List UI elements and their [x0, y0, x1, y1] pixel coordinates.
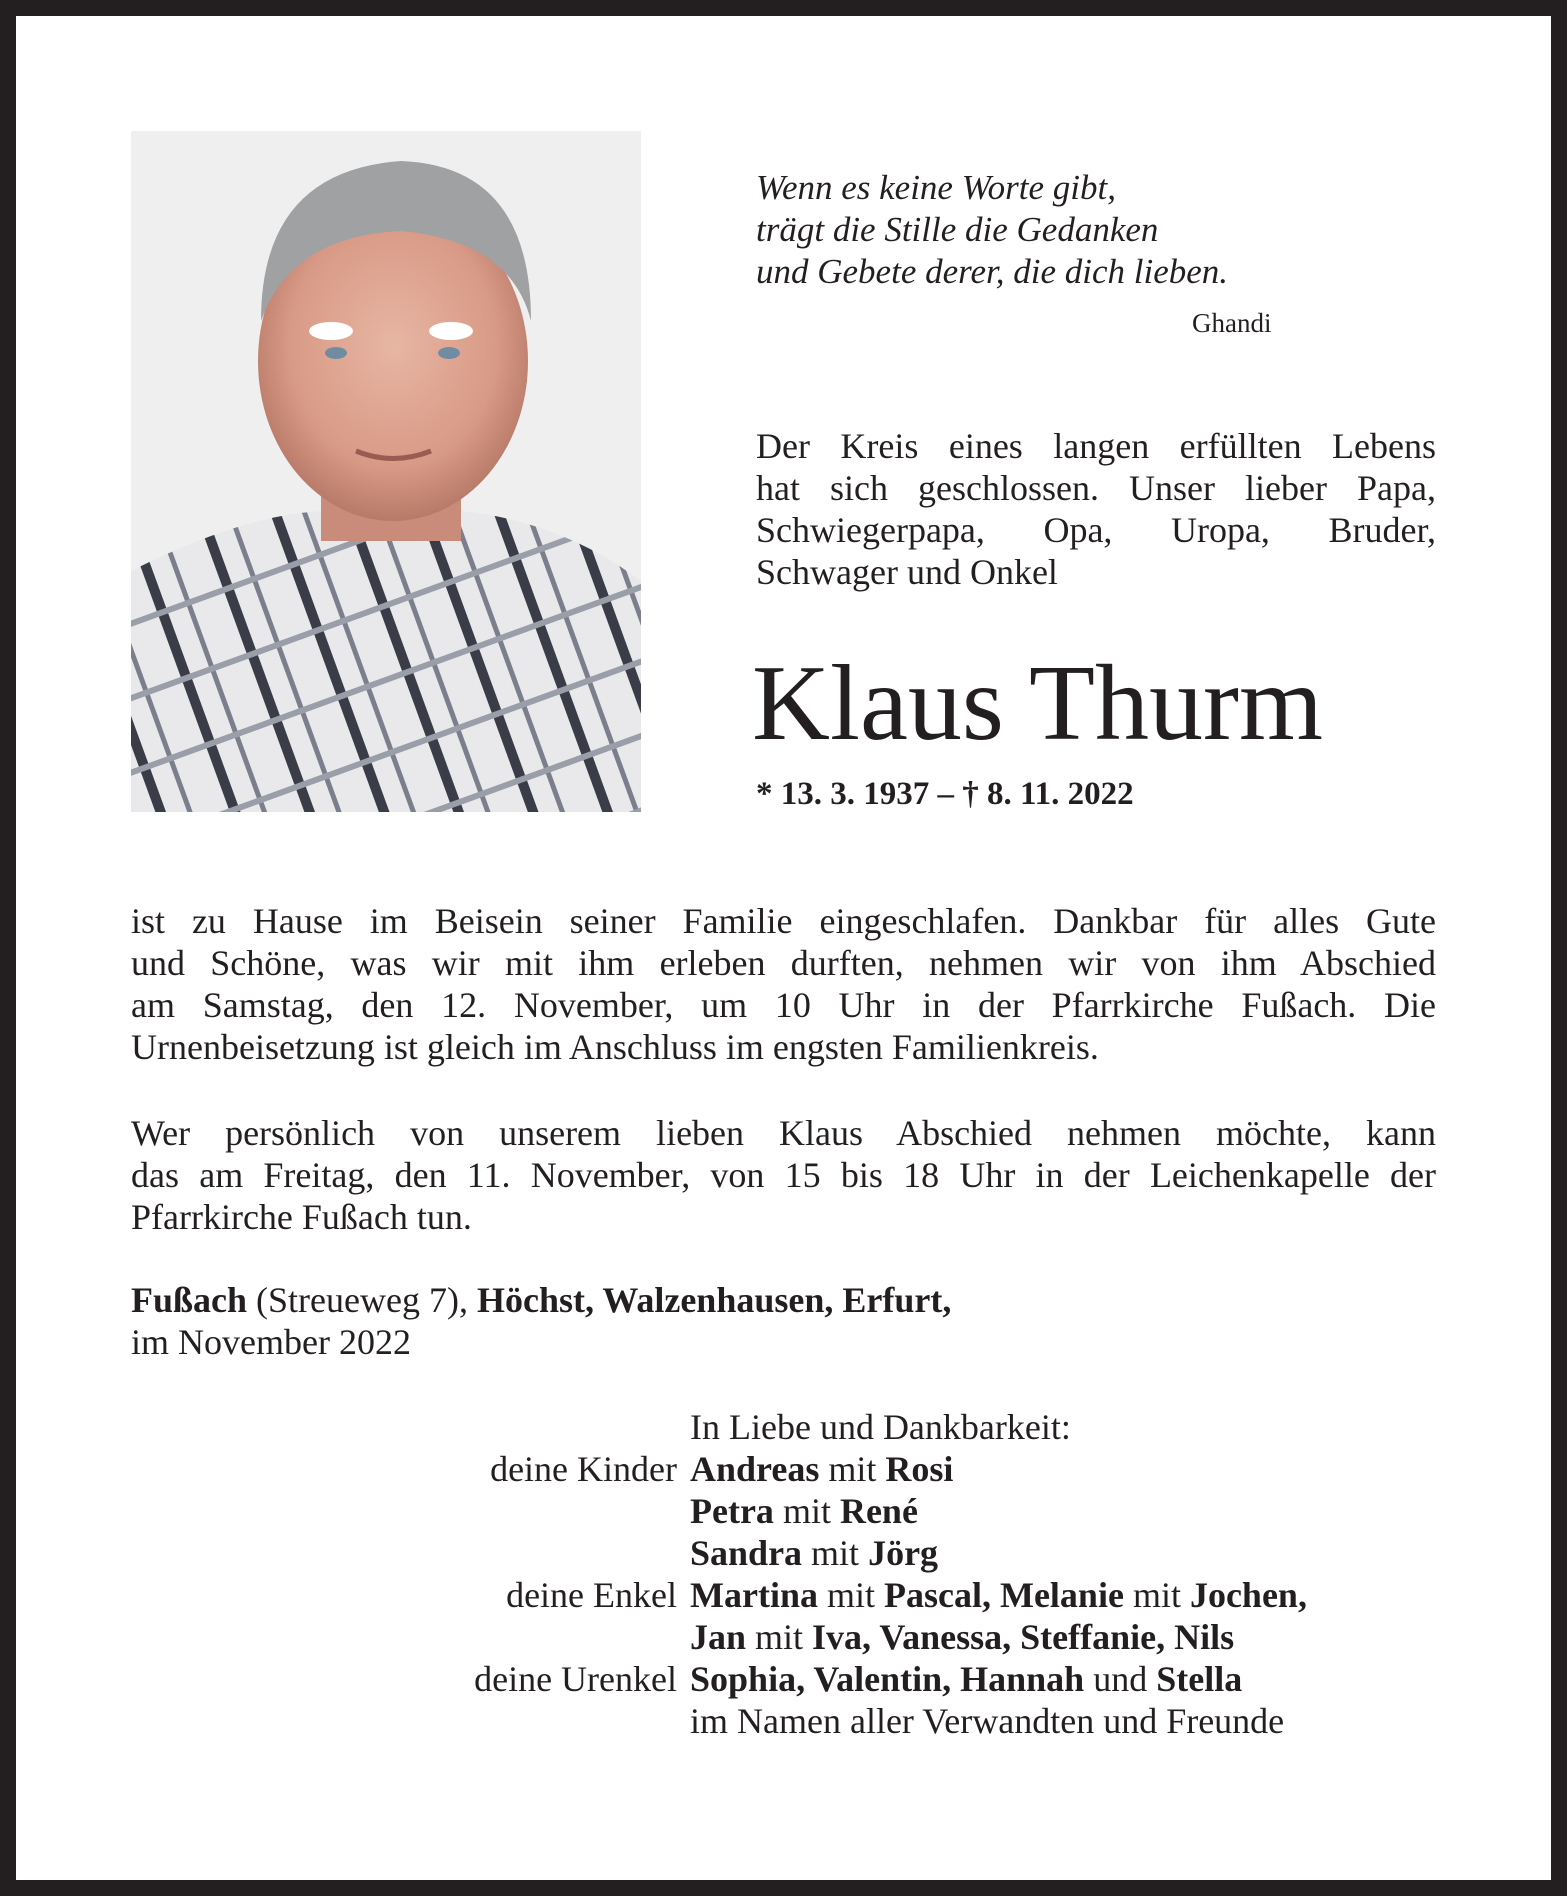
- name-text: Höchst, Walzenhausen, Erfurt,: [476, 1280, 952, 1320]
- quote-line: und Gebete derer, die dich lieben.: [756, 252, 1229, 291]
- name-text: Rosi: [885, 1449, 954, 1489]
- portrait-photo: [131, 131, 641, 812]
- paragraph-line: Pfarrkirche Fußach tun.: [131, 1197, 472, 1237]
- life-dates: * 13. 3. 1937 – † 8. 11. 2022: [756, 776, 1134, 812]
- text: mit: [819, 1449, 886, 1489]
- text: mit: [773, 1491, 840, 1531]
- name-text: Jan: [690, 1617, 747, 1657]
- family-names: [690, 1700, 1284, 1742]
- name-text: Jörg: [868, 1533, 939, 1573]
- paragraph-line: ist zu Hause im Beisein seiner Familie eingeschlafen. Dankbar für alles Gute: [131, 901, 1436, 941]
- name-text: Martina: [690, 1575, 818, 1615]
- name-text: Sophia, Valentin, Hannah: [690, 1659, 1085, 1699]
- paragraph-line: das am Freitag, den 11. November, von 15 bis 18 Uhr in der Leichenkapelle der: [131, 1155, 1436, 1195]
- text: mit: [802, 1533, 869, 1573]
- name-text: Andreas: [690, 1449, 820, 1489]
- name-text: Fußach: [131, 1280, 248, 1320]
- family-names: [690, 1616, 1234, 1658]
- text: im November 2022: [131, 1322, 411, 1362]
- quote-line: trägt die Stille die Gedanken: [756, 210, 1159, 249]
- name-text: Petra: [690, 1491, 774, 1531]
- family-relation-label: deine Kinder: [490, 1449, 677, 1489]
- family-names: [690, 1532, 938, 1574]
- text: und: [1084, 1659, 1157, 1699]
- family-names: [690, 1448, 953, 1490]
- name-text: René: [839, 1491, 918, 1531]
- quote-line: Wenn es keine Worte gibt,: [756, 168, 1116, 207]
- family-relation-label: deine Enkel: [506, 1575, 677, 1615]
- text: (Streueweg 7),: [247, 1280, 477, 1320]
- deceased-name: Klaus Thurm: [752, 644, 1323, 763]
- intro-line: hat sich geschlossen. Unser lieber Papa,: [756, 468, 1436, 508]
- name-text: Stella: [1156, 1659, 1243, 1699]
- text: mit: [1123, 1575, 1190, 1615]
- family-relation-label: deine Urenkel: [474, 1659, 677, 1699]
- family-heading: In Liebe und Dankbarkeit:: [690, 1407, 1071, 1447]
- intro-line: Der Kreis eines langen erfüllten Lebens: [756, 426, 1436, 466]
- intro-line: Schwager und Onkel: [756, 552, 1058, 592]
- family-names: [690, 1658, 1242, 1700]
- location-line: [131, 1279, 951, 1321]
- intro-line: Schwiegerpapa, Opa, Uropa, Bruder,: [756, 510, 1436, 550]
- paragraph-line: und Schöne, was wir mit ihm erleben durften, nehmen wir von ihm Abschied: [131, 943, 1436, 983]
- text: im Namen aller Verwandten und Freunde: [690, 1701, 1285, 1741]
- name-text: Jochen,: [1189, 1575, 1307, 1615]
- family-names: [690, 1490, 918, 1532]
- name-text: Sandra: [690, 1533, 803, 1573]
- quote-author: Ghandi: [1192, 308, 1272, 338]
- text: mit: [817, 1575, 884, 1615]
- paragraph-line: Wer persönlich von unserem lieben Klaus Abschied nehmen möchte, kann: [131, 1113, 1436, 1153]
- name-text: Pascal, Melanie: [883, 1575, 1124, 1615]
- paragraph-line: am Samstag, den 12. November, um 10 Uhr in der Pfarrkirche Fußach. Die: [131, 985, 1436, 1025]
- text: mit: [746, 1617, 813, 1657]
- paragraph-line: Urnenbeisetzung ist gleich im Anschluss im engsten Familienkreis.: [131, 1027, 1099, 1067]
- location-line: [131, 1321, 411, 1363]
- name-text: Iva, Vanessa, Steffanie, Nils: [812, 1617, 1235, 1657]
- family-names: [690, 1574, 1307, 1616]
